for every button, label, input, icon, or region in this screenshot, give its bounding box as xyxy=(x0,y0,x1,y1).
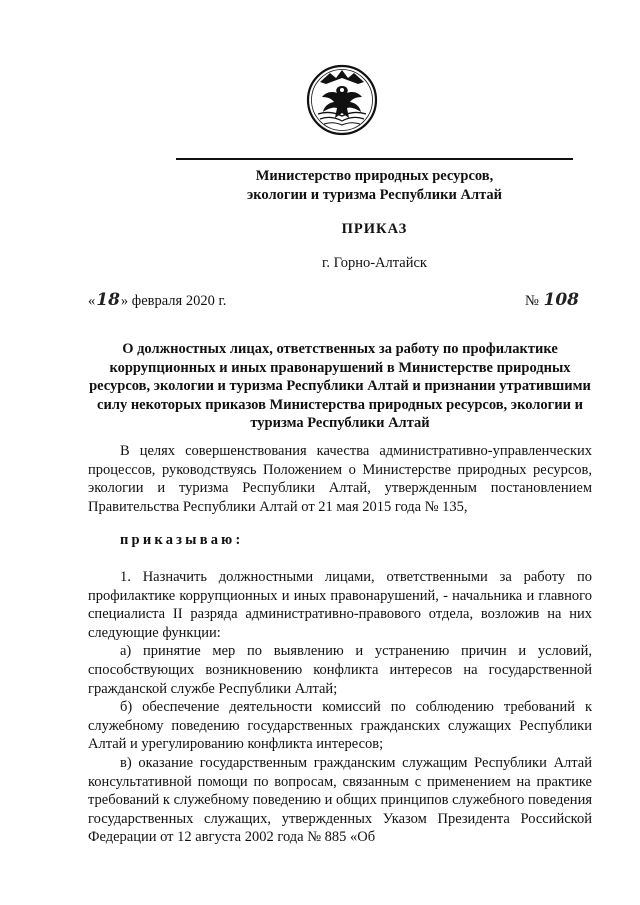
number-handwritten: 108 xyxy=(543,290,579,310)
order-item-1: 1. Назначить должностными лицами, ответственными за работу по профилактике коррупционных и иных правонарушений, - начальника и главного специалиста II разряда административно-правового отдела, возложив на них следующие функции: xyxy=(88,569,592,641)
order-item-c: в) оказание государственным гражданским служащим Республики Алтай консультативной помощи по вопросам, связанным с применением на практике требований к служебному поведению и общих принципов служебного поведения государственных служащих, утвержденных Указом Президента Российской Федерации от 12 августа 2002 года № 885 «Об xyxy=(88,754,592,846)
date-day-handwritten: 18 xyxy=(96,290,120,310)
ministry-name-line2: экологии и туризма Республики Алтай xyxy=(247,187,502,203)
order-item-b: б) обеспечение деятельности комиссий по соблюдению требований к служебному поведению государственных гражданских служащих Республики Алтай и урегулированию конфликта интересов; xyxy=(88,699,592,753)
order-items xyxy=(88,568,592,847)
order-word: приказываю: xyxy=(120,532,244,548)
preamble xyxy=(88,442,592,516)
number-prefix: № xyxy=(525,293,539,309)
coat-of-arms-emblem xyxy=(306,64,378,136)
document-title: О должностных лицах, ответственных за работу по профилактике коррупционных и иных правонарушений в Министерстве природных ресурсов, экологии и туризма Республики Алтай и признании утратившими силу некоторых приказов Министерства природных ресурсов, экологии и туризма Республики Алтай xyxy=(89,341,591,431)
order-item-a: а) принятие мер по выявлению и устранению причин и условий, способствующих возникновению конфликта интересов на государственной гражданской службе Республики Алтай; xyxy=(88,643,592,697)
document-date xyxy=(88,290,226,310)
city: г. Горно-Алтайск xyxy=(322,255,427,271)
ministry-name-line1: Министерство природных ресурсов, xyxy=(255,168,494,184)
date-suffix: » февраля 2020 г. xyxy=(120,293,227,309)
ministry-name xyxy=(176,167,573,205)
document-number xyxy=(525,290,580,310)
header-rule xyxy=(176,158,573,160)
preamble-text: В целях совершенствования качества административно-управленческих процессов, руководствуясь Положением о Министерстве природных ресурсов, экологии и туризма Республики Алтай, утвержденным постановлением Правительства Республики Алтай от 21 мая 2015 года № 135, xyxy=(88,443,592,515)
document-type: ПРИКАЗ xyxy=(341,221,408,237)
date-prefix: « xyxy=(88,293,96,309)
